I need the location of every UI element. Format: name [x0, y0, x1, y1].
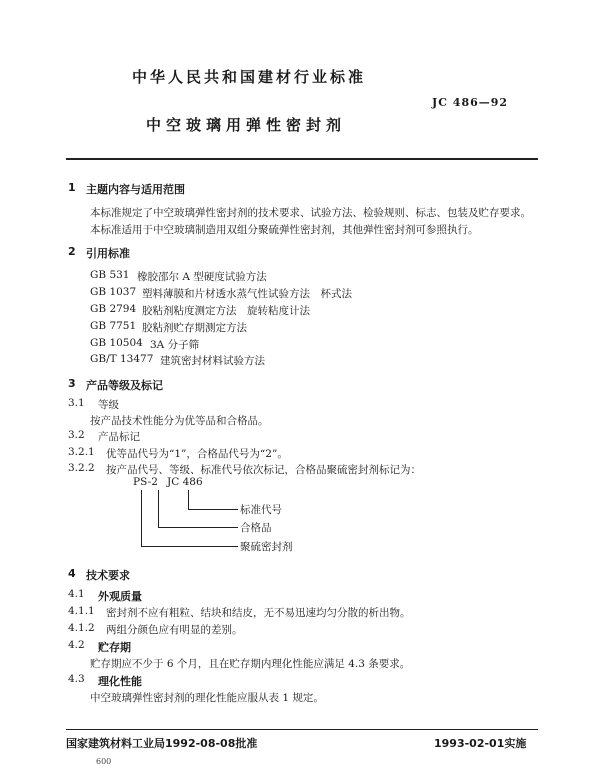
subsection-4-2-text: 贮存期应不少于 6 个月，且在贮存期内理化性能应满足 4.3 条要求。 — [90, 658, 411, 670]
subsection-4-1-2-number: 4.1.2 — [68, 622, 95, 634]
reference-code: GB 10504 — [90, 337, 143, 349]
reference-code: GB 531 — [90, 269, 130, 281]
section-4-title: 技术要求 — [86, 569, 130, 582]
section-3-number: 3 — [68, 377, 76, 390]
section-1-paragraph-1: 本标准规定了中空玻璃弹性密封剂的技术要求、试验方法、检验规则、标志、包装及贮存要求。 — [90, 207, 531, 219]
subsection-4-1-1-text: 密封剂不应有粗粒、结块和结皮，无不易迅速均匀分散的析出物。 — [106, 607, 411, 619]
subsection-4-3-text: 中空玻璃弹性密封剂的理化性能应服从表 1 规定。 — [90, 692, 324, 704]
subsection-4-2-number: 4.2 — [68, 639, 85, 651]
subsection-3-2-number: 3.2 — [68, 429, 85, 441]
subsection-3-2-1-number: 3.2.1 — [68, 446, 95, 458]
subsection-3-2-2-number: 3.2.2 — [68, 462, 95, 474]
marking-label-product: 聚硫密封剂 — [240, 541, 293, 553]
diagram-line — [141, 546, 238, 547]
reference-name: 3A 分子筛 — [150, 339, 200, 351]
section-3-title: 产品等级及标记 — [86, 379, 163, 392]
effective-date: 1993-02-01实施 — [434, 737, 527, 750]
reference-name: 胶粘剂粘度测定方法 旋转粘度计法 — [142, 305, 310, 317]
subsection-3-1-title: 等级 — [98, 399, 119, 411]
reference-name: 塑料薄膜和片材透水蒸气性试验方法 杯式法 — [142, 288, 352, 300]
diagram-line — [158, 527, 238, 528]
diagram-line — [188, 490, 189, 509]
subsection-4-1-2-text: 两组分颜色应有明显的差别。 — [106, 624, 243, 636]
header-rule — [66, 158, 538, 160]
section-1-number: 1 — [68, 181, 76, 194]
reference-code: GB/T 13477 — [90, 353, 154, 365]
marking-label-grade: 合格品 — [240, 522, 272, 534]
document-title: 中空玻璃用弹性密封剂 — [146, 116, 347, 134]
subsection-4-3-title: 理化性能 — [98, 675, 142, 688]
reference-name: 胶粘剂贮存期测定方法 — [142, 322, 247, 334]
subsection-4-1-1-number: 4.1.1 — [68, 605, 95, 617]
subsection-4-1-title: 外观质量 — [98, 590, 142, 603]
marking-label-standard: 标准代号 — [240, 504, 282, 516]
diagram-line — [141, 490, 142, 546]
reference-code: GB 1037 — [90, 286, 137, 298]
subsection-4-2-title: 贮存期 — [98, 641, 131, 654]
section-2-number: 2 — [68, 245, 76, 258]
marking-product-code: PS-2 — [133, 476, 158, 488]
reference-code: GB 2794 — [90, 303, 137, 315]
reference-code: GB 7751 — [90, 320, 137, 332]
marking-standard-code: JC 486 — [167, 476, 203, 488]
subsection-4-3-number: 4.3 — [68, 673, 85, 685]
subsection-4-1-number: 4.1 — [68, 588, 85, 600]
reference-name: 橡胶邵尔 A 型硬度试验方法 — [137, 271, 267, 283]
reference-name: 建筑密封材料试验方法 — [160, 355, 265, 367]
diagram-line — [158, 490, 159, 527]
approval-line: 国家建筑材料工业局1992-08-08批准 — [66, 737, 258, 750]
page-number: 600 — [96, 757, 112, 766]
standard-code: JC 486—92 — [432, 96, 509, 109]
footer-rule — [66, 729, 538, 730]
subsection-3-1-text: 按产品技术性能分为优等品和合格品。 — [90, 415, 269, 427]
subsection-3-1-number: 3.1 — [68, 397, 85, 409]
subsection-3-2-title: 产品标记 — [98, 431, 140, 443]
subsection-3-2-1-text: 优等品代号为“1”，合格品代号为“2”。 — [106, 448, 288, 460]
industry-standard-heading: 中华人民共和国建材行业标准 — [132, 68, 367, 86]
subsection-3-2-2-text: 按产品代号、等级、标准代号依次标记，合格品聚硫密封剂标记为： — [106, 464, 421, 476]
section-2-title: 引用标准 — [86, 247, 130, 260]
section-1-paragraph-2: 本标准适用于中空玻璃制造用双组分聚硫弹性密封剂，其他弹性密封剂可参照执行。 — [90, 224, 479, 236]
section-4-number: 4 — [68, 567, 76, 580]
section-1-title: 主题内容与适用范围 — [86, 183, 185, 196]
diagram-line — [188, 509, 238, 510]
